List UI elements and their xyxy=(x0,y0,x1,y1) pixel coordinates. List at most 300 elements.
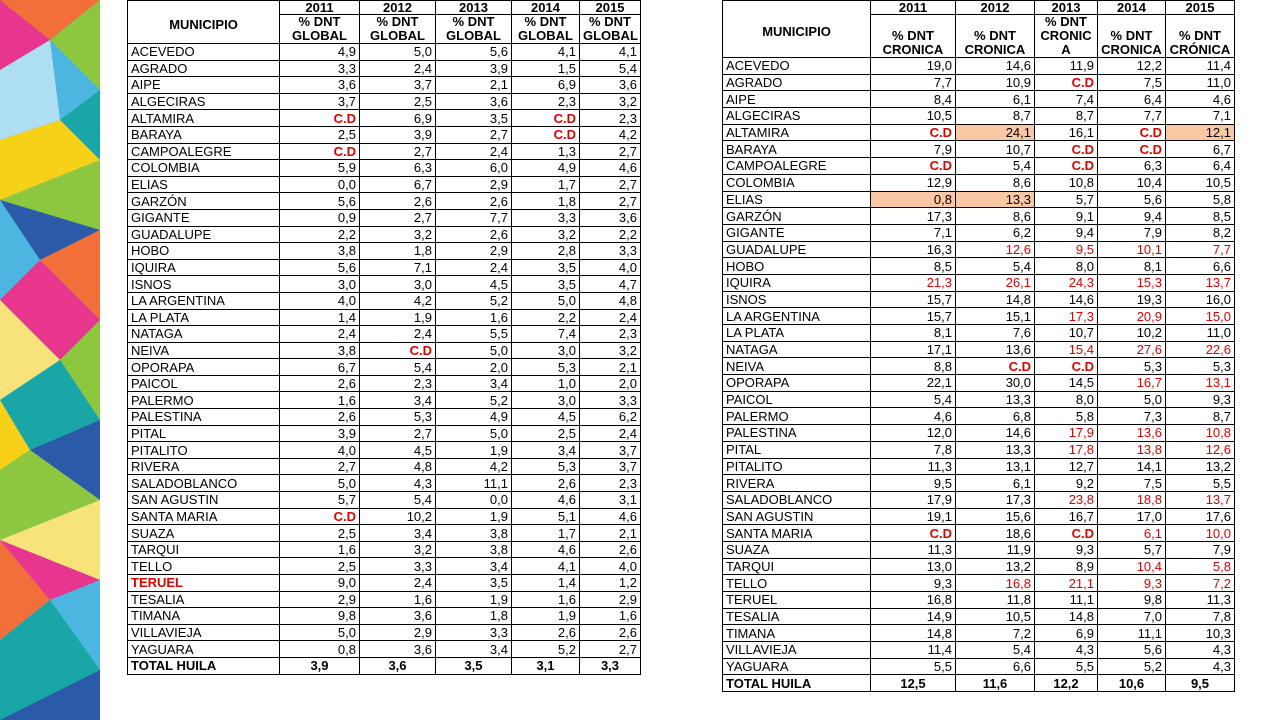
column-header-measure xyxy=(1166,15,1235,58)
value-cell: 20,9 xyxy=(1098,308,1166,325)
value-cell: 5,0 xyxy=(360,44,436,61)
value-cell: 16,7 xyxy=(1035,508,1098,525)
table-row xyxy=(128,641,641,658)
value-cell: 13,3 xyxy=(956,441,1035,458)
value-cell: 2,4 xyxy=(360,575,436,592)
value-cell: 3,5 xyxy=(436,575,512,592)
value-cell: 3,8 xyxy=(280,243,360,260)
value-cell: 6,3 xyxy=(1098,158,1166,175)
table-row xyxy=(128,392,641,409)
table-row xyxy=(128,193,641,210)
value-cell: 7,1 xyxy=(1166,108,1235,125)
value-cell: 1,8 xyxy=(436,608,512,625)
municipio-cell: ISNOS xyxy=(723,291,871,308)
municipio-cell: PALESTINA xyxy=(723,425,871,442)
value-cell: 15,4 xyxy=(1035,341,1098,358)
value-cell: 13,7 xyxy=(1166,491,1235,508)
value-cell: 2,6 xyxy=(280,375,360,392)
table-row xyxy=(128,475,641,492)
value-cell: 1,7 xyxy=(512,525,580,542)
municipio-cell: PALERMO xyxy=(128,392,280,409)
municipio-cell: COLOMBIA xyxy=(128,160,280,177)
municipio-cell: TIMANA xyxy=(723,625,871,642)
municipio-cell: PITAL xyxy=(128,425,280,442)
municipio-cell: NEIVA xyxy=(723,358,871,375)
value-cell: 6,7 xyxy=(1166,141,1235,158)
value-cell: 2,6 xyxy=(280,409,360,426)
value-cell: 1,6 xyxy=(280,392,360,409)
value-cell: 2,7 xyxy=(580,193,641,210)
value-cell: 11,4 xyxy=(871,642,956,659)
measure-label-line: CRONICA xyxy=(882,42,944,57)
value-cell: 10,2 xyxy=(1098,325,1166,342)
value-cell: 3,3 xyxy=(580,243,641,260)
municipio-cell: TESALIA xyxy=(128,591,280,608)
value-cell: 3,0 xyxy=(512,342,580,359)
value-cell: 3,5 xyxy=(512,276,580,293)
measure-label-line: % DNT xyxy=(892,28,934,43)
value-cell: 7,1 xyxy=(871,224,956,241)
value-cell: 7,9 xyxy=(1166,541,1235,558)
value-cell: 17,9 xyxy=(1035,425,1098,442)
value-cell: 3,0 xyxy=(360,276,436,293)
column-header-year: 2015 xyxy=(580,1,641,15)
municipio-cell: BARAYA xyxy=(723,141,871,158)
value-cell: 4,1 xyxy=(512,44,580,61)
value-cell: 8,7 xyxy=(1035,108,1098,125)
value-cell: 1,3 xyxy=(512,143,580,160)
table-row xyxy=(723,291,1235,308)
value-cell: 15,1 xyxy=(956,308,1035,325)
value-cell: 9,5 xyxy=(1035,241,1098,258)
municipio-cell: SAN AGUSTIN xyxy=(723,508,871,525)
value-cell: 3,8 xyxy=(436,541,512,558)
value-cell: 1,5 xyxy=(512,60,580,77)
value-cell: 2,9 xyxy=(280,591,360,608)
value-cell: 3,6 xyxy=(436,93,512,110)
table-row xyxy=(723,658,1235,675)
value-cell: 8,7 xyxy=(1166,408,1235,425)
value-cell: 4,3 xyxy=(1166,642,1235,659)
value-cell: 8,2 xyxy=(1166,224,1235,241)
value-cell: 4,8 xyxy=(360,458,436,475)
table-row xyxy=(723,408,1235,425)
value-cell: 4,0 xyxy=(280,442,360,459)
value-cell: 4,9 xyxy=(512,160,580,177)
value-cell: 16,3 xyxy=(871,241,956,258)
table-row xyxy=(723,425,1235,442)
value-cell: 6,4 xyxy=(1098,91,1166,108)
value-cell: 1,6 xyxy=(280,541,360,558)
table-row xyxy=(723,341,1235,358)
value-cell: 2,1 xyxy=(580,525,641,542)
value-cell: 5,2 xyxy=(512,641,580,658)
value-cell: 2,4 xyxy=(580,425,641,442)
value-cell: 2,9 xyxy=(436,176,512,193)
value-cell: 15,6 xyxy=(956,508,1035,525)
value-cell: 17,3 xyxy=(956,491,1035,508)
municipio-cell: OPORAPA xyxy=(128,359,280,376)
value-cell: 3,7 xyxy=(360,77,436,94)
value-cell: 3,4 xyxy=(436,641,512,658)
value-cell: 2,4 xyxy=(360,326,436,343)
value-cell: 3,6 xyxy=(580,77,641,94)
value-cell: 12,1 xyxy=(1166,124,1235,141)
value-cell: 7,4 xyxy=(1035,91,1098,108)
table-row xyxy=(723,108,1235,125)
value-cell: 13,2 xyxy=(1166,458,1235,475)
municipio-cell: TIMANA xyxy=(128,608,280,625)
value-cell: 5,8 xyxy=(1166,558,1235,575)
value-cell: 5,3 xyxy=(1166,358,1235,375)
value-cell: 11,0 xyxy=(1166,325,1235,342)
value-cell: 1,6 xyxy=(580,608,641,625)
measure-label-line: % DNT xyxy=(452,14,495,29)
value-cell: 19,0 xyxy=(871,58,956,75)
municipio-cell: GIGANTE xyxy=(128,209,280,226)
value-cell: 2,2 xyxy=(280,226,360,243)
value-cell: 5,0 xyxy=(280,624,360,641)
value-cell: 2,7 xyxy=(436,126,512,143)
value-cell: 14,8 xyxy=(871,625,956,642)
value-cell: 5,3 xyxy=(1098,358,1166,375)
value-cell: 2,3 xyxy=(580,475,641,492)
value-cell: 2,1 xyxy=(580,359,641,376)
municipio-cell: AGRADO xyxy=(128,60,280,77)
value-cell: 13,3 xyxy=(956,191,1035,208)
table-row xyxy=(128,458,641,475)
value-cell: C.D xyxy=(280,110,360,127)
value-cell: 8,6 xyxy=(956,208,1035,225)
value-cell: 13,0 xyxy=(871,558,956,575)
value-cell: 14,1 xyxy=(1098,458,1166,475)
value-cell: 3,0 xyxy=(280,276,360,293)
value-cell: 5,4 xyxy=(871,391,956,408)
value-cell: 3,9 xyxy=(360,126,436,143)
value-cell: 4,3 xyxy=(1166,658,1235,675)
measure-label-line: GLOBAL xyxy=(370,28,425,43)
value-cell: 9,3 xyxy=(871,575,956,592)
value-cell: C.D xyxy=(1035,358,1098,375)
value-cell: 6,1 xyxy=(1098,525,1166,542)
value-cell: 12,7 xyxy=(1035,458,1098,475)
value-cell: 7,0 xyxy=(1098,608,1166,625)
table-row xyxy=(128,110,641,127)
table-row xyxy=(723,441,1235,458)
column-header-year: 2012 xyxy=(360,1,436,15)
value-cell: 23,8 xyxy=(1035,491,1098,508)
table-row xyxy=(128,541,641,558)
table-row xyxy=(723,458,1235,475)
table-row xyxy=(723,158,1235,175)
value-cell: 4,5 xyxy=(436,276,512,293)
value-cell: 3,4 xyxy=(436,375,512,392)
value-cell: C.D xyxy=(871,124,956,141)
table-row xyxy=(723,208,1235,225)
value-cell: 8,1 xyxy=(871,325,956,342)
table-row xyxy=(723,308,1235,325)
value-cell: 7,2 xyxy=(956,625,1035,642)
value-cell: 16,0 xyxy=(1166,291,1235,308)
table-row xyxy=(128,77,641,94)
municipio-cell: RIVERA xyxy=(723,475,871,492)
value-cell: 17,8 xyxy=(1035,441,1098,458)
measure-label-line: % DNT xyxy=(1110,28,1153,43)
value-cell: 5,3 xyxy=(360,409,436,426)
value-cell: 6,6 xyxy=(956,658,1035,675)
municipio-cell: PITALITO xyxy=(723,458,871,475)
value-cell: C.D xyxy=(360,342,436,359)
value-cell: 10,0 xyxy=(1166,525,1235,542)
municipio-cell: PAICOL xyxy=(723,391,871,408)
value-cell: 3,2 xyxy=(360,541,436,558)
value-cell: 10,3 xyxy=(1166,625,1235,642)
total-label: TOTAL HUILA xyxy=(723,675,871,692)
table-row xyxy=(723,141,1235,158)
table-row xyxy=(723,224,1235,241)
value-cell: 18,8 xyxy=(1098,491,1166,508)
value-cell: 13,2 xyxy=(956,558,1035,575)
column-header-year: 2013 xyxy=(436,1,512,15)
value-cell: 2,4 xyxy=(280,326,360,343)
measure-label-line: GLOBAL xyxy=(518,28,573,43)
value-cell: 11,1 xyxy=(436,475,512,492)
value-cell: 3,4 xyxy=(436,558,512,575)
value-cell: 3,9 xyxy=(280,425,360,442)
municipio-cell: NEIVA xyxy=(128,342,280,359)
value-cell: 2,9 xyxy=(360,624,436,641)
value-cell: 5,0 xyxy=(436,425,512,442)
value-cell: 2,7 xyxy=(360,425,436,442)
municipio-cell: NATAGA xyxy=(723,341,871,358)
chronic-malnutrition-table xyxy=(722,0,1235,692)
municipio-cell: SUAZA xyxy=(723,541,871,558)
value-cell: 11,9 xyxy=(956,541,1035,558)
value-cell: 5,5 xyxy=(871,658,956,675)
municipio-cell: YAGUARA xyxy=(128,641,280,658)
municipio-cell: SALADOBLANCO xyxy=(128,475,280,492)
table-row xyxy=(128,309,641,326)
municipio-cell: CAMPOALEGRE xyxy=(128,143,280,160)
value-cell: 14,8 xyxy=(1035,608,1098,625)
municipio-cell: ALTAMIRA xyxy=(723,124,871,141)
value-cell: 24,3 xyxy=(1035,274,1098,291)
value-cell: 13,6 xyxy=(956,341,1035,358)
table-row xyxy=(723,58,1235,75)
decorative-geometric-banner xyxy=(0,0,100,720)
value-cell: 2,4 xyxy=(360,60,436,77)
table-row xyxy=(128,176,641,193)
value-cell: 3,2 xyxy=(512,226,580,243)
table-row xyxy=(723,74,1235,91)
value-cell: 2,9 xyxy=(580,591,641,608)
value-cell: 13,7 xyxy=(1166,274,1235,291)
value-cell: 9,0 xyxy=(280,575,360,592)
column-header-municipio: MUNICIPIO xyxy=(128,1,280,44)
value-cell: 4,2 xyxy=(436,458,512,475)
municipio-cell: GUADALUPE xyxy=(723,241,871,258)
column-header-measure xyxy=(580,15,641,44)
value-cell: 4,6 xyxy=(1166,91,1235,108)
value-cell: 2,3 xyxy=(512,93,580,110)
value-cell: 12,0 xyxy=(871,425,956,442)
value-cell: 5,6 xyxy=(280,193,360,210)
value-cell: 7,9 xyxy=(1098,224,1166,241)
value-cell: 16,8 xyxy=(956,575,1035,592)
table-row xyxy=(723,541,1235,558)
total-value-cell: 11,6 xyxy=(956,675,1035,692)
table-row xyxy=(723,91,1235,108)
value-cell: C.D xyxy=(1098,124,1166,141)
value-cell: 9,2 xyxy=(1035,475,1098,492)
value-cell: 11,8 xyxy=(956,592,1035,609)
measure-label-line: GLOBAL xyxy=(583,28,638,43)
value-cell: 8,0 xyxy=(1035,391,1098,408)
value-cell: 9,5 xyxy=(871,475,956,492)
value-cell: 3,1 xyxy=(580,492,641,509)
municipio-cell: SUAZA xyxy=(128,525,280,542)
value-cell: 3,6 xyxy=(280,77,360,94)
municipio-cell: TESALIA xyxy=(723,608,871,625)
value-cell: 2,7 xyxy=(580,176,641,193)
total-value-cell: 3,6 xyxy=(360,657,436,674)
value-cell: 0,8 xyxy=(871,191,956,208)
value-cell: 15,7 xyxy=(871,308,956,325)
value-cell: 0,0 xyxy=(280,176,360,193)
table-row xyxy=(723,375,1235,392)
value-cell: 2,5 xyxy=(360,93,436,110)
municipio-cell: GUADALUPE xyxy=(128,226,280,243)
measure-label-line: % DNT xyxy=(524,14,567,29)
value-cell: 9,3 xyxy=(1098,575,1166,592)
municipio-cell: IQUIRA xyxy=(723,274,871,291)
column-header-measure xyxy=(1035,15,1098,58)
value-cell: 2,0 xyxy=(580,375,641,392)
municipio-cell: YAGUARA xyxy=(723,658,871,675)
value-cell: 4,1 xyxy=(580,44,641,61)
total-value-cell: 3,5 xyxy=(436,657,512,674)
value-cell: 2,7 xyxy=(280,458,360,475)
value-cell: 3,6 xyxy=(580,209,641,226)
value-cell: 5,7 xyxy=(1098,541,1166,558)
municipio-cell: PALERMO xyxy=(723,408,871,425)
value-cell: 11,1 xyxy=(1098,625,1166,642)
value-cell: 2,7 xyxy=(360,143,436,160)
table-row xyxy=(128,259,641,276)
value-cell: 1,9 xyxy=(436,591,512,608)
value-cell: 2,6 xyxy=(360,193,436,210)
value-cell: 4,3 xyxy=(360,475,436,492)
value-cell: 5,1 xyxy=(512,508,580,525)
value-cell: 1,8 xyxy=(360,243,436,260)
total-value-cell: 3,9 xyxy=(280,657,360,674)
value-cell: 0,9 xyxy=(280,209,360,226)
value-cell: 6,2 xyxy=(956,224,1035,241)
value-cell: 1,9 xyxy=(436,442,512,459)
value-cell: 14,8 xyxy=(956,291,1035,308)
value-cell: 3,7 xyxy=(280,93,360,110)
table-row xyxy=(723,358,1235,375)
measure-label-line: % DNT xyxy=(974,28,1016,43)
table-row xyxy=(128,342,641,359)
municipio-cell: RIVERA xyxy=(128,458,280,475)
value-cell: 8,1 xyxy=(1098,258,1166,275)
table-row xyxy=(723,391,1235,408)
table-row xyxy=(128,292,641,309)
value-cell: 5,2 xyxy=(436,392,512,409)
value-cell: 2,4 xyxy=(580,309,641,326)
value-cell: 6,9 xyxy=(1035,625,1098,642)
value-cell: 3,4 xyxy=(512,442,580,459)
value-cell: 2,4 xyxy=(436,259,512,276)
municipio-cell: GARZÓN xyxy=(723,208,871,225)
value-cell: 13,6 xyxy=(1098,425,1166,442)
value-cell: 9,3 xyxy=(1035,541,1098,558)
municipio-cell: OPORAPA xyxy=(723,375,871,392)
value-cell: 5,7 xyxy=(280,492,360,509)
value-cell: C.D xyxy=(512,110,580,127)
municipio-cell: ALTAMIRA xyxy=(128,110,280,127)
value-cell: 5,8 xyxy=(1166,191,1235,208)
table-row xyxy=(128,608,641,625)
value-cell: 2,3 xyxy=(580,326,641,343)
measure-label-line: GLOBAL xyxy=(292,28,347,43)
municipio-cell: HOBO xyxy=(723,258,871,275)
value-cell: 6,3 xyxy=(360,160,436,177)
value-cell: 11,3 xyxy=(871,541,956,558)
table-row xyxy=(128,624,641,641)
table-row xyxy=(128,60,641,77)
table-row xyxy=(723,174,1235,191)
value-cell: 10,8 xyxy=(1166,425,1235,442)
value-cell: C.D xyxy=(1098,141,1166,158)
value-cell: 7,3 xyxy=(1098,408,1166,425)
table-row xyxy=(128,326,641,343)
municipio-cell: TELLO xyxy=(128,558,280,575)
value-cell: C.D xyxy=(512,126,580,143)
value-cell: 5,5 xyxy=(1166,475,1235,492)
value-cell: 5,3 xyxy=(512,359,580,376)
value-cell: 7,2 xyxy=(1166,575,1235,592)
value-cell: 1,8 xyxy=(512,193,580,210)
value-cell: 3,3 xyxy=(360,558,436,575)
column-header-year: 2011 xyxy=(280,1,360,15)
value-cell: 2,8 xyxy=(512,243,580,260)
value-cell: 30,0 xyxy=(956,375,1035,392)
table-row xyxy=(128,558,641,575)
value-cell: C.D xyxy=(1035,158,1098,175)
value-cell: 5,0 xyxy=(512,292,580,309)
value-cell: 3,2 xyxy=(580,342,641,359)
value-cell: 13,1 xyxy=(1166,375,1235,392)
value-cell: 2,0 xyxy=(436,359,512,376)
value-cell: 8,5 xyxy=(1166,208,1235,225)
value-cell: 2,3 xyxy=(580,110,641,127)
table-row xyxy=(723,508,1235,525)
municipio-cell: SAN AGUSTIN xyxy=(128,492,280,509)
value-cell: 21,3 xyxy=(871,274,956,291)
table-row xyxy=(128,276,641,293)
value-cell: 3,7 xyxy=(580,458,641,475)
value-cell: 17,1 xyxy=(871,341,956,358)
value-cell: 4,9 xyxy=(280,44,360,61)
total-value-cell: 3,3 xyxy=(580,657,641,674)
total-value-cell: 9,5 xyxy=(1166,675,1235,692)
column-header-measure xyxy=(360,15,436,44)
table-row xyxy=(128,442,641,459)
table-row xyxy=(723,525,1235,542)
value-cell: 1,9 xyxy=(436,508,512,525)
